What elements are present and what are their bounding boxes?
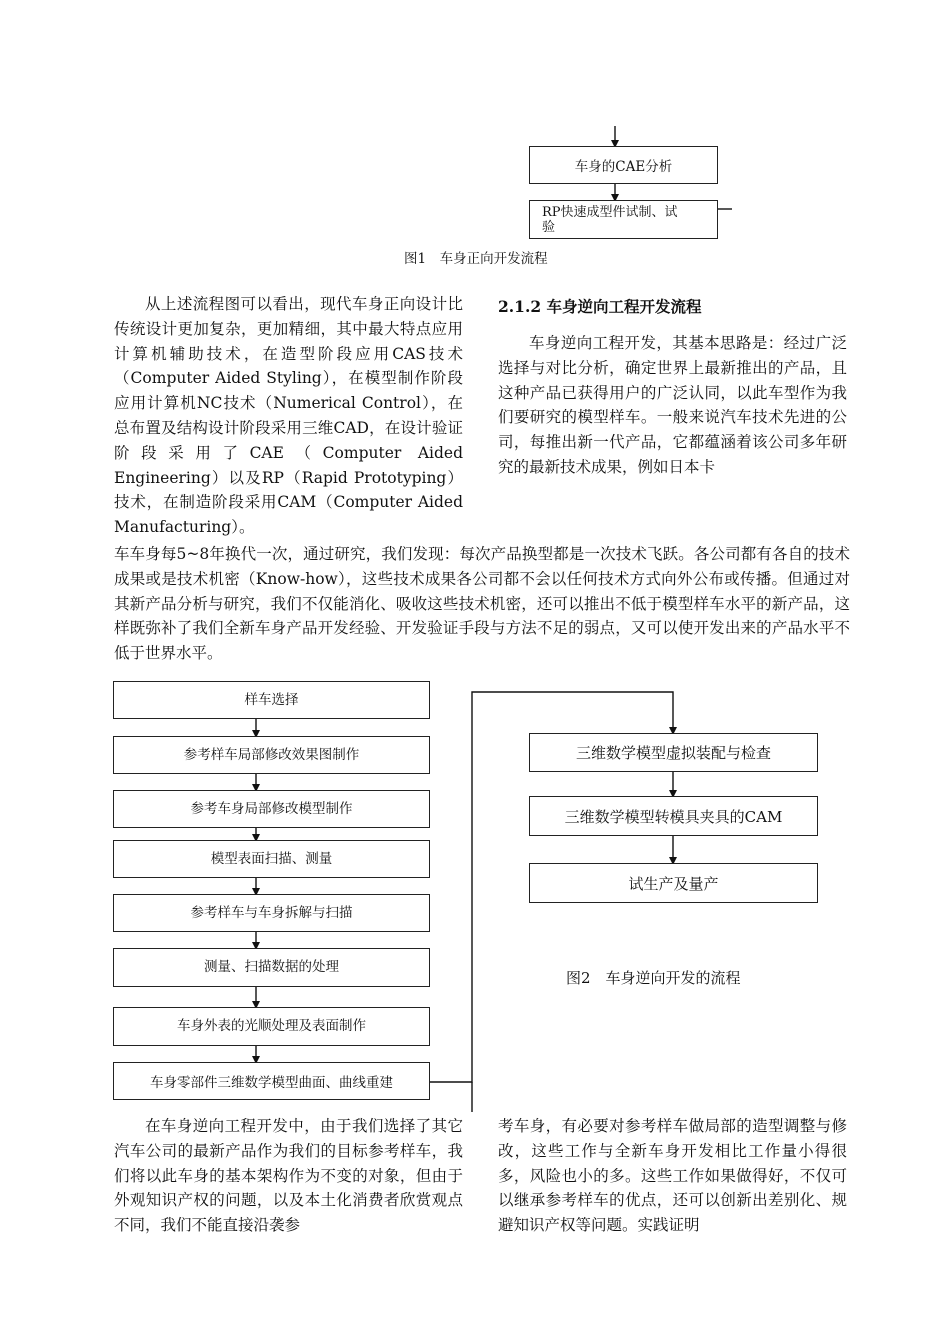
fig2-step-4: 模型表面扫描、测量 — [113, 840, 430, 878]
fig1-box-rp-line2: 验 — [542, 219, 556, 235]
fig2-step-3: 参考车身局部修改模型制作 — [113, 790, 430, 828]
bottom-right-paragraph: 考车身，有必要对参考样车做局部的造型调整与修改，这些工作与全新车身开发相比工作量小得很多，风险也小的多。这些工作如果做得好，不仅可以继承参考样车的优点，还可以创新出差别化、规避知识产权等问题。实践证明 — [498, 1117, 847, 1235]
fig2-step-7: 车身外表的光顺处理及表面制作 — [113, 1007, 430, 1046]
fig2-step-r3: 试生产及量产 — [529, 863, 818, 903]
fig2-step-6: 测量、扫描数据的处理 — [113, 948, 430, 987]
fig1-box-rp — [529, 200, 718, 239]
bottom-left-paragraph: 在车身逆向工程开发中，由于我们选择了其它汽车公司的最新产品作为我们的目标参考样车，我们将以此车身的基本架构作为不变的对象，但由于外观知识产权的问题，以及本土化消费者欣赏观点不同，我们不能直接沿袭参 — [114, 1117, 463, 1235]
fig2-step-r1: 三维数学模型虚拟装配与检查 — [529, 733, 818, 772]
fig2-step-8: 车身零部件三维数学模型曲面、曲线重建 — [113, 1062, 430, 1100]
fig1-caption: 图1 车身正向开发流程 — [404, 251, 548, 267]
fig1-box-rp-line1: RP快速成型件试制、试 — [542, 204, 678, 220]
fig1-box-cae-label: 车身的CAE分析 — [574, 159, 673, 175]
fig2-step-2: 参考样车局部修改效果图制作 — [113, 736, 430, 774]
fig2-step-1: 样车选择 — [113, 681, 430, 719]
left-column-paragraph: 从上述流程图可以看出，现代车身正向设计比传统设计更加复杂，更加精细，其中最大特点应用计算机辅助技术，在造型阶段应用CAS技术（Computer Aided Styling），在模型制作阶段应用计算机NC技术（Numerical Control），在总布置及结构设计阶段采用三维CAD，在设计验证阶段采用了CAE（Computer Aided Engineering）以及RP（Rapid Prototyping）技术，在制造阶段采用CAM（Computer Aided Manufacturing）。 — [114, 295, 463, 537]
fig2-step-5: 参考样车与车身拆解与扫描 — [113, 894, 430, 932]
full-width-paragraph: 车车身每5~8年换代一次，通过研究，我们发现：每次产品换型都是一次技术飞跃。各公司都有各自的技术成果或是技术机密（Know-how），这些技术成果各公司都不会以任何技术方式向外公布或传播。但通过对其新产品分析与研究，我们不仅能消化、吸收这些技术机密，还可以推出不低于模型样车水平的新产品，这样既弥补了我们全新车身产品开发经验、开发验证手段与方法不足的弱点，又可以使开发出来的产品水平不低于世界水平。 — [114, 545, 850, 663]
fig1-box-cae — [529, 146, 718, 184]
fig2-step-r2: 三维数学模型转模具夹具的CAM — [529, 796, 818, 836]
right-column-paragraph: 车身逆向工程开发，其基本思路是：经过广泛选择与对比分析，确定世界上最新推出的产品，且这种产品已获得用户的广泛认同，以此车型作为我们要研究的模型样车。一般来说汽车技术先进的公司，每推出新一代产品，它都蕴涵着该公司多年研究的最新技术成果，例如日本卡 — [498, 334, 847, 476]
section-heading-2-1-2: 2.1.2 车身逆向工程开发流程 — [498, 297, 702, 316]
fig2-caption: 图2 车身逆向开发的流程 — [566, 969, 741, 987]
